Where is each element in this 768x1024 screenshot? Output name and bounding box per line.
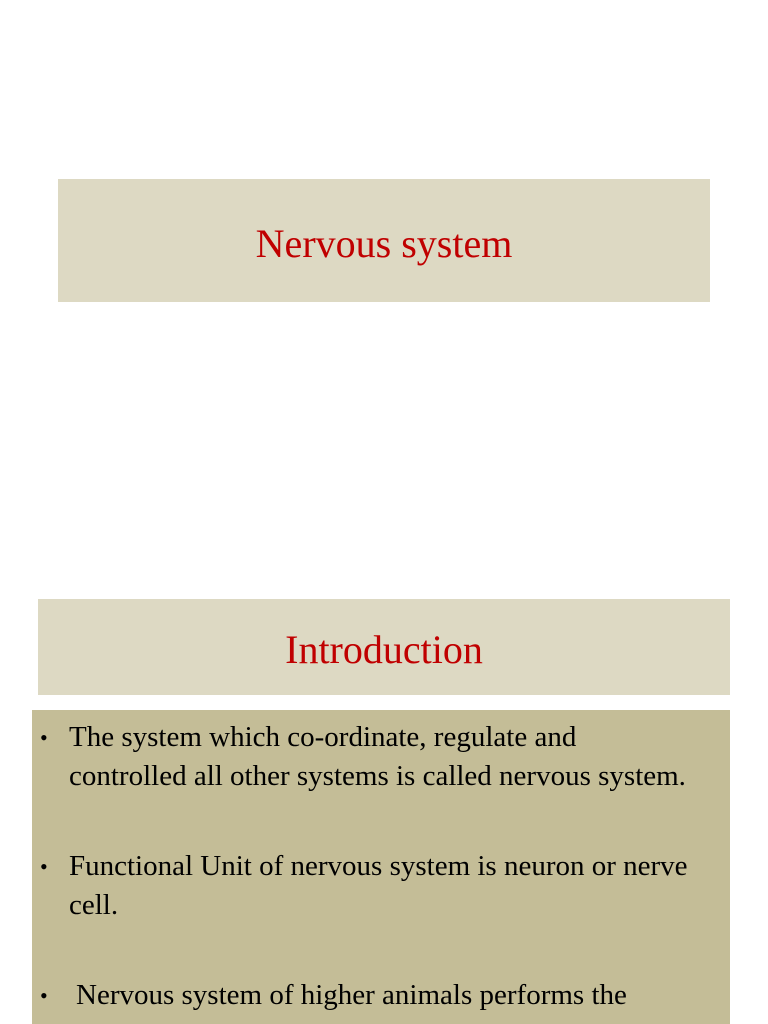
bullet-dot-icon: • bbox=[40, 983, 48, 1008]
bullet-dot-icon: • bbox=[40, 854, 48, 879]
slide2-title: Introduction bbox=[285, 627, 483, 672]
bullet-item bbox=[32, 718, 730, 796]
bullet-text: Functional Unit of nervous system is neuron or nerve cell. bbox=[69, 850, 688, 921]
slide1-title: Nervous system bbox=[255, 220, 513, 266]
slide1-title-box bbox=[58, 179, 710, 302]
bullet-dot-icon: • bbox=[40, 725, 48, 750]
bullet-text: Nervous system of higher animals performs the bbox=[76, 979, 627, 1011]
bullet-list bbox=[32, 718, 730, 1024]
content-box bbox=[32, 710, 730, 1024]
bullet-text: The system which co-ordinate, regulate and controlled all other systems is called nervous system. bbox=[69, 721, 686, 792]
bullet-item bbox=[32, 976, 730, 1015]
slide2-title-box bbox=[38, 599, 730, 695]
bullet-item bbox=[32, 847, 730, 925]
